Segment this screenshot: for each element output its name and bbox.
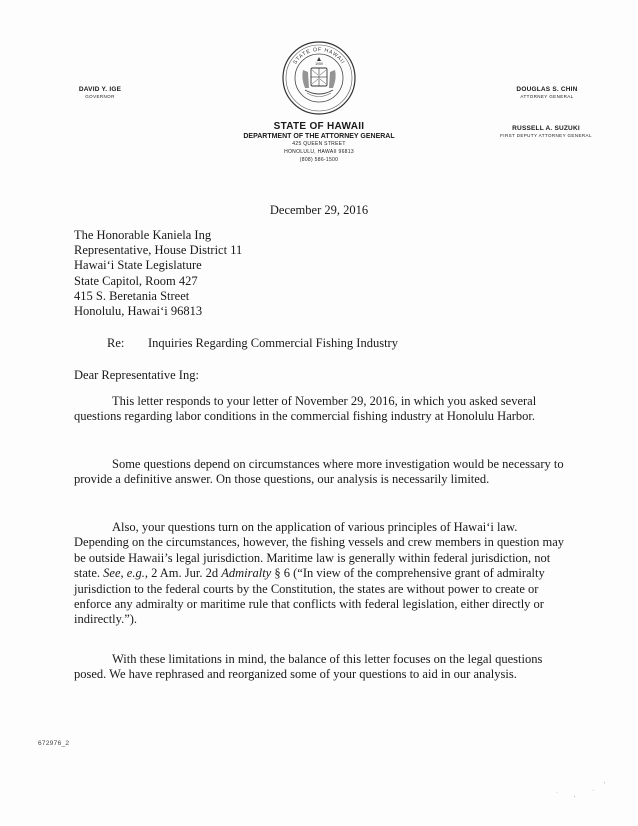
- attorney-general-name: DOUGLAS S. CHIN: [516, 86, 578, 93]
- paragraph-3-text-b: 2 Am. Jur. 2d: [147, 566, 222, 581]
- governor-title: GOVERNOR: [85, 94, 115, 99]
- subject-label: Re:: [107, 336, 125, 350]
- attorney-general-block: [492, 86, 602, 99]
- body-paragraph-3: [74, 520, 574, 628]
- first-deputy-name: RUSSELL A. SUZUKI: [512, 125, 580, 132]
- citation-signal: See, e.g.,: [103, 566, 148, 581]
- salutation: Dear Representative Ing:: [74, 368, 199, 382]
- letterhead-state: STATE OF HAWAII: [273, 121, 365, 132]
- state-seal-icon: [281, 40, 357, 116]
- first-deputy-title: FIRST DEPUTY ATTORNEY GENERAL: [500, 133, 592, 138]
- first-deputy-block: [478, 125, 614, 138]
- paragraph-3-text-a: Also, your questions turn on the application of various principles of Hawai‘i law. Depending on the circumstances, however, the fishing vessels and crew members in question may be outside Hawaii’s legal jurisdiction. Maritime law is generally within federal jurisdiction, not state.: [74, 520, 564, 581]
- subject-line: [107, 336, 398, 351]
- attorney-general-title: ATTORNEY GENERAL: [520, 94, 574, 99]
- letterhead-phone: (808) 586-1500: [299, 157, 339, 163]
- recipient-line: State Capitol, Room 427: [74, 273, 198, 288]
- letterhead-street: 425 QUEEN STREET: [292, 141, 346, 147]
- letter-date: December 29, 2016: [269, 203, 369, 217]
- recipient-address: [74, 228, 242, 319]
- letterhead-department: DEPARTMENT OF THE ATTORNEY GENERAL: [243, 133, 395, 140]
- body-paragraph-1: This letter responds to your letter of November 29, 2016, in which you asked several questions regarding labor conditions in the commercial fishing industry at Honolulu Harbor.: [74, 394, 537, 424]
- letterhead: [200, 121, 438, 164]
- scan-speck: ': [604, 782, 606, 788]
- governor-block: [50, 86, 150, 99]
- recipient-line: Hawai‘i State Legislature: [74, 258, 202, 273]
- scan-speck: ·: [556, 790, 558, 796]
- paragraph-3-text-c: § 6 (“In view of the comprehensive grant of admiralty jurisdiction to the federal courts by the Constitution, the states are without power to create or enforce any admiralty or maritime rule that conflicts with federal legislation, either directly or indirectly.”).: [74, 566, 545, 627]
- seal-year: 1959: [315, 62, 323, 66]
- body-paragraph-4: With these limitations in mind, the balance of this letter focuses on the legal questions posed. We have rephrased and reorganized some of your questions to aid in our analysis.: [74, 652, 543, 682]
- recipient-line: Honolulu, Hawai‘i 96813: [74, 304, 203, 319]
- seal-ring-text: STATE OF HAWAII: [292, 46, 346, 66]
- scan-speck: ': [574, 796, 576, 802]
- citation-title: Admiralty: [221, 566, 272, 581]
- document-id: 672976_2: [38, 740, 70, 747]
- scan-speck: ·: [592, 788, 594, 794]
- recipient-line: The Honorable Kaniela Ing: [74, 228, 212, 242]
- recipient-line: 415 S. Beretania Street: [74, 288, 190, 303]
- letterhead-city: HONOLULU, HAWAII 96813: [284, 149, 354, 155]
- governor-name: DAVID Y. IGE: [78, 86, 122, 93]
- recipient-line: Representative, House District 11: [74, 243, 243, 258]
- subject-text: Inquiries Regarding Commercial Fishing Industry: [148, 336, 398, 350]
- body-paragraph-2: Some questions depend on circumstances where more investigation would be necessary to provide a definitive answer. On those questions, our analysis is necessarily limited.: [74, 457, 564, 487]
